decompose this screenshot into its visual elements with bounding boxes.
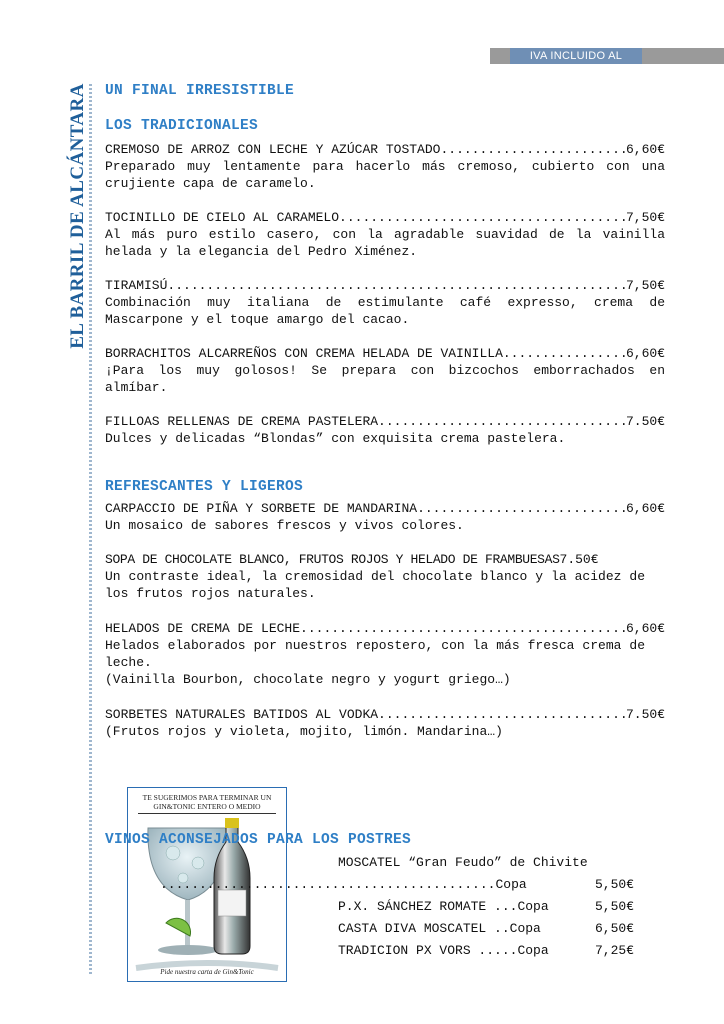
- item-price: 7.50€: [559, 552, 599, 567]
- item-price: 6,60€: [625, 501, 665, 516]
- item-description: Un contraste ideal, la cremosidad del chocolate blanco y la acidez de los frutos rojos naturales.: [105, 569, 645, 601]
- leader-dots: [440, 141, 626, 158]
- item-price: 7,50€: [625, 278, 665, 293]
- menu-item: [105, 141, 665, 192]
- item-note: (Vainilla Bourbon, chocolate negro y yogurt griego…): [105, 672, 511, 687]
- menu-item: [105, 620, 665, 688]
- page-title: UN FINAL IRRESISTIBLE: [105, 83, 295, 99]
- leader-dots: [417, 500, 626, 517]
- item-price: 6,60€: [625, 346, 665, 361]
- section-title-vinos: VINOS ACONSEJADOS PARA LOS POSTRES: [105, 832, 412, 848]
- leader-dots: [300, 620, 626, 637]
- item-price: 6,60€: [625, 621, 665, 636]
- item-name: HELADOS DE CREMA DE LECHE: [105, 621, 301, 636]
- menu-item: [105, 277, 665, 328]
- wine-name: P.X. SÁNCHEZ ROMATE ...: [338, 899, 518, 914]
- section-title-tradicionales: LOS TRADICIONALES: [105, 118, 259, 134]
- leader-dots: [167, 277, 626, 294]
- wine-name: TRADICION PX VORS .....: [338, 943, 518, 958]
- item-description: Un mosaico de sabores frescos y vivos colores.: [105, 518, 464, 533]
- wine-price: 5,50€: [595, 899, 635, 914]
- item-description: ¡Para los muy golosos! Se prepara con bizcochos emborrachados en almíbar.: [105, 363, 665, 395]
- leader-dots: [378, 413, 626, 430]
- wine-price: 5,50€: [595, 877, 635, 892]
- section-title-refrescantes: REFRESCANTES Y LIGEROS: [105, 479, 304, 495]
- leader-dots: [503, 345, 626, 362]
- leader-dots: [339, 209, 626, 226]
- item-price: 7,50€: [625, 210, 665, 225]
- wine-name: MOSCATEL “Gran Feudo” de Chivite: [338, 855, 588, 870]
- wine-name: CASTA DIVA MOSCATEL ..: [338, 921, 510, 936]
- leader-dots: [378, 706, 626, 723]
- promo-rule: [138, 813, 276, 814]
- item-description: Dulces y delicadas “Blondas” con exquisita crema pastelera.: [105, 431, 566, 446]
- item-name: FILLOAS RELLENAS DE CREMA PASTELERA: [105, 414, 379, 429]
- item-name: SOPA DE CHOCOLATE BLANCO, FRUTOS ROJOS Y HELADO DE FRAMBUESAS: [105, 552, 560, 567]
- wine-row: [338, 921, 541, 936]
- menu-item: [105, 413, 665, 447]
- item-name: CREMOSO DE ARROZ CON LECHE Y AZÚCAR TOSTADO: [105, 142, 441, 157]
- wine-row: [160, 877, 535, 892]
- item-price: 7.50€: [625, 414, 665, 429]
- dotted-divider: [89, 84, 92, 974]
- wine-unit: Copa: [517, 943, 549, 958]
- item-price: 6,60€: [625, 142, 665, 157]
- item-name: BORRACHITOS ALCARREÑOS CON CREMA HELADA DE VAINILLA: [105, 346, 503, 361]
- item-description: Al más puro estilo casero, con la agradable suavidad de la vainilla helada y la elegancia del Pedro Ximénez.: [105, 227, 665, 259]
- brand-name: EL BARRIL DE ALCÁNTARA: [67, 83, 88, 349]
- leader-dots: ...........................................: [160, 877, 496, 892]
- menu-item: [105, 706, 665, 740]
- item-description: (Frutos rojos y violeta, mojito, limón. Mandarina…): [105, 724, 503, 739]
- wine-row: [338, 899, 549, 914]
- item-description: Combinación muy italiana de estimulante café expresso, crema de Mascarpone y el toque amargo del cacao.: [105, 295, 665, 327]
- item-description: Preparado muy lentamente para hacerlo más cremoso, cubierto con una crujiente capa de caramelo.: [105, 159, 665, 191]
- menu-item: [105, 345, 665, 396]
- promo-footer: Pide nuestra carta de Gin&Tonic: [160, 968, 254, 976]
- menu-item: [105, 500, 665, 534]
- item-description: Helados elaborados por nuestros repostero, con la más fresca crema de leche.: [105, 638, 645, 670]
- item-name: SORBETES NATURALES BATIDOS AL VODKA: [105, 707, 379, 722]
- promo-headline: TE SUGERIMOS PARA TERMINAR UN GIN&TONIC ENTERO O MEDIO: [142, 793, 272, 811]
- item-price: 7.50€: [625, 707, 665, 722]
- wine-unit: Copa: [495, 877, 527, 892]
- wine-unit: Copa: [509, 921, 541, 936]
- item-name: TOCINILLO DE CIELO AL CARAMELO: [105, 210, 340, 225]
- tax-note: IVA INCLUIDO AL: [510, 48, 642, 64]
- wine-row: [338, 943, 549, 958]
- menu-item: [105, 551, 685, 602]
- menu-item: [105, 209, 665, 260]
- item-name: TIRAMISÚ: [105, 278, 168, 293]
- wine-price: 7,25€: [595, 943, 635, 958]
- wine-price: 6,50€: [595, 921, 635, 936]
- wine-unit: Copa: [517, 899, 549, 914]
- item-name: CARPACCIO DE PIÑA Y SORBETE DE MANDARINA: [105, 501, 418, 516]
